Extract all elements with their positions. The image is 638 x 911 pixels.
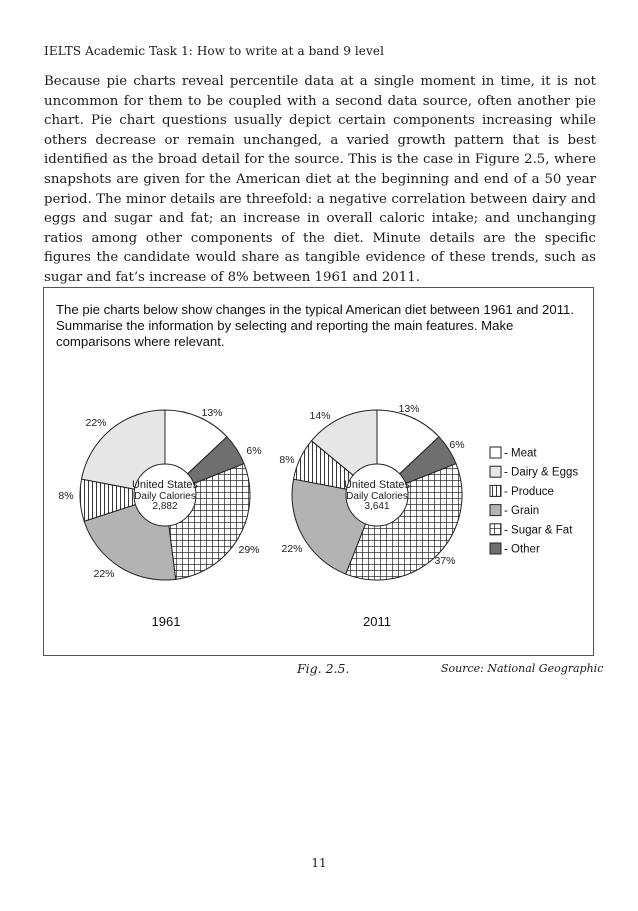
slice-label-sugar-and-fat-1961: 29%: [238, 544, 260, 556]
center-label-line-1-1961: United States: [131, 479, 199, 491]
slice-label-dairy-and-eggs-1961: 22%: [85, 417, 107, 429]
legend-swatch-other: [490, 543, 501, 554]
legend-label-grain: - Grain: [504, 505, 540, 518]
legend-label-other: - Other: [504, 543, 540, 556]
slice-label-meat-2011: 13%: [398, 403, 420, 415]
slice-label-produce-1961: 8%: [58, 490, 74, 502]
figure-box: [43, 287, 594, 656]
slice-label-other-1961: 6%: [246, 445, 262, 457]
legend-swatch-produce: [490, 485, 501, 496]
legend-swatch-dairy: [490, 466, 501, 477]
pie-2011: [279, 403, 464, 629]
center-label-line-1-2011: United States: [343, 479, 411, 491]
pie-1961: [58, 407, 261, 629]
legend: [490, 447, 578, 556]
slice-label-dairy-and-eggs-2011: 14%: [309, 410, 331, 422]
legend-label-produce: - Produce: [504, 485, 554, 498]
slice-label-meat-1961: 13%: [201, 407, 223, 419]
running-header: IELTS Academic Task 1: How to write at a band 9 level: [44, 44, 385, 58]
legend-label-dairy: - Dairy & Eggs: [504, 466, 579, 479]
slice-label-sugar-and-fat-2011: 37%: [434, 555, 456, 567]
figure-source: Source: National Geographic: [441, 662, 604, 675]
year-label-1961: 1961: [151, 614, 181, 629]
figure-caption: Fig. 2.5.: [297, 661, 350, 676]
legend-swatch-sugar: [490, 524, 501, 535]
slice-label-grain-1961: 22%: [93, 568, 115, 580]
pie-charts-figure: [44, 288, 593, 655]
legend-label-sugar: - Sugar & Fat: [504, 524, 573, 537]
legend-label-meat: - Meat: [504, 447, 537, 460]
pies-layer: [58, 403, 464, 629]
center-label-line-3-1961: 2,882: [152, 501, 178, 512]
slice-label-produce-2011: 8%: [279, 454, 295, 466]
page-number: 11: [311, 856, 327, 870]
task-prompt: The pie charts below show changes in the typical American diet between 1961 and 2011. Summarise the information by selecting and reporting the main features. Make comparisons where relevant.: [56, 302, 575, 349]
year-label-2011: 2011: [363, 614, 391, 629]
slice-label-other-2011: 6%: [449, 439, 465, 451]
center-label-line-3-2011: 3,641: [364, 501, 390, 512]
slice-label-grain-2011: 22%: [281, 543, 303, 555]
legend-swatch-grain: [490, 505, 501, 516]
legend-swatch-meat: [490, 447, 501, 458]
center-label-line-2-1961: Daily Calories: [134, 491, 196, 502]
center-label-line-2-2011: Daily Calories: [346, 491, 408, 502]
body-paragraph: Because pie charts reveal percentile data at a single moment in time, it is not uncommon for them to be coupled with a second data source, often another pie chart. Pie chart questions usually depict certain components increasing while others decrease or remain unchanged, a varied growth pattern that is best identified as the broad detail for the source. This is the case in Figure 2.5, where snapshots are given for the American diet at the beginning and end of a 50 year period. The minor details are threefold: a negative correlation between dairy and eggs and sugar and fat; an increase in overall caloric intake; and unchanging ratios among other components of the diet. Minute details are the specific figures the candidate would share as tangible evidence of these trends, such as sugar and fat’s increase of 8% between 1961 and 2011.: [44, 74, 596, 285]
